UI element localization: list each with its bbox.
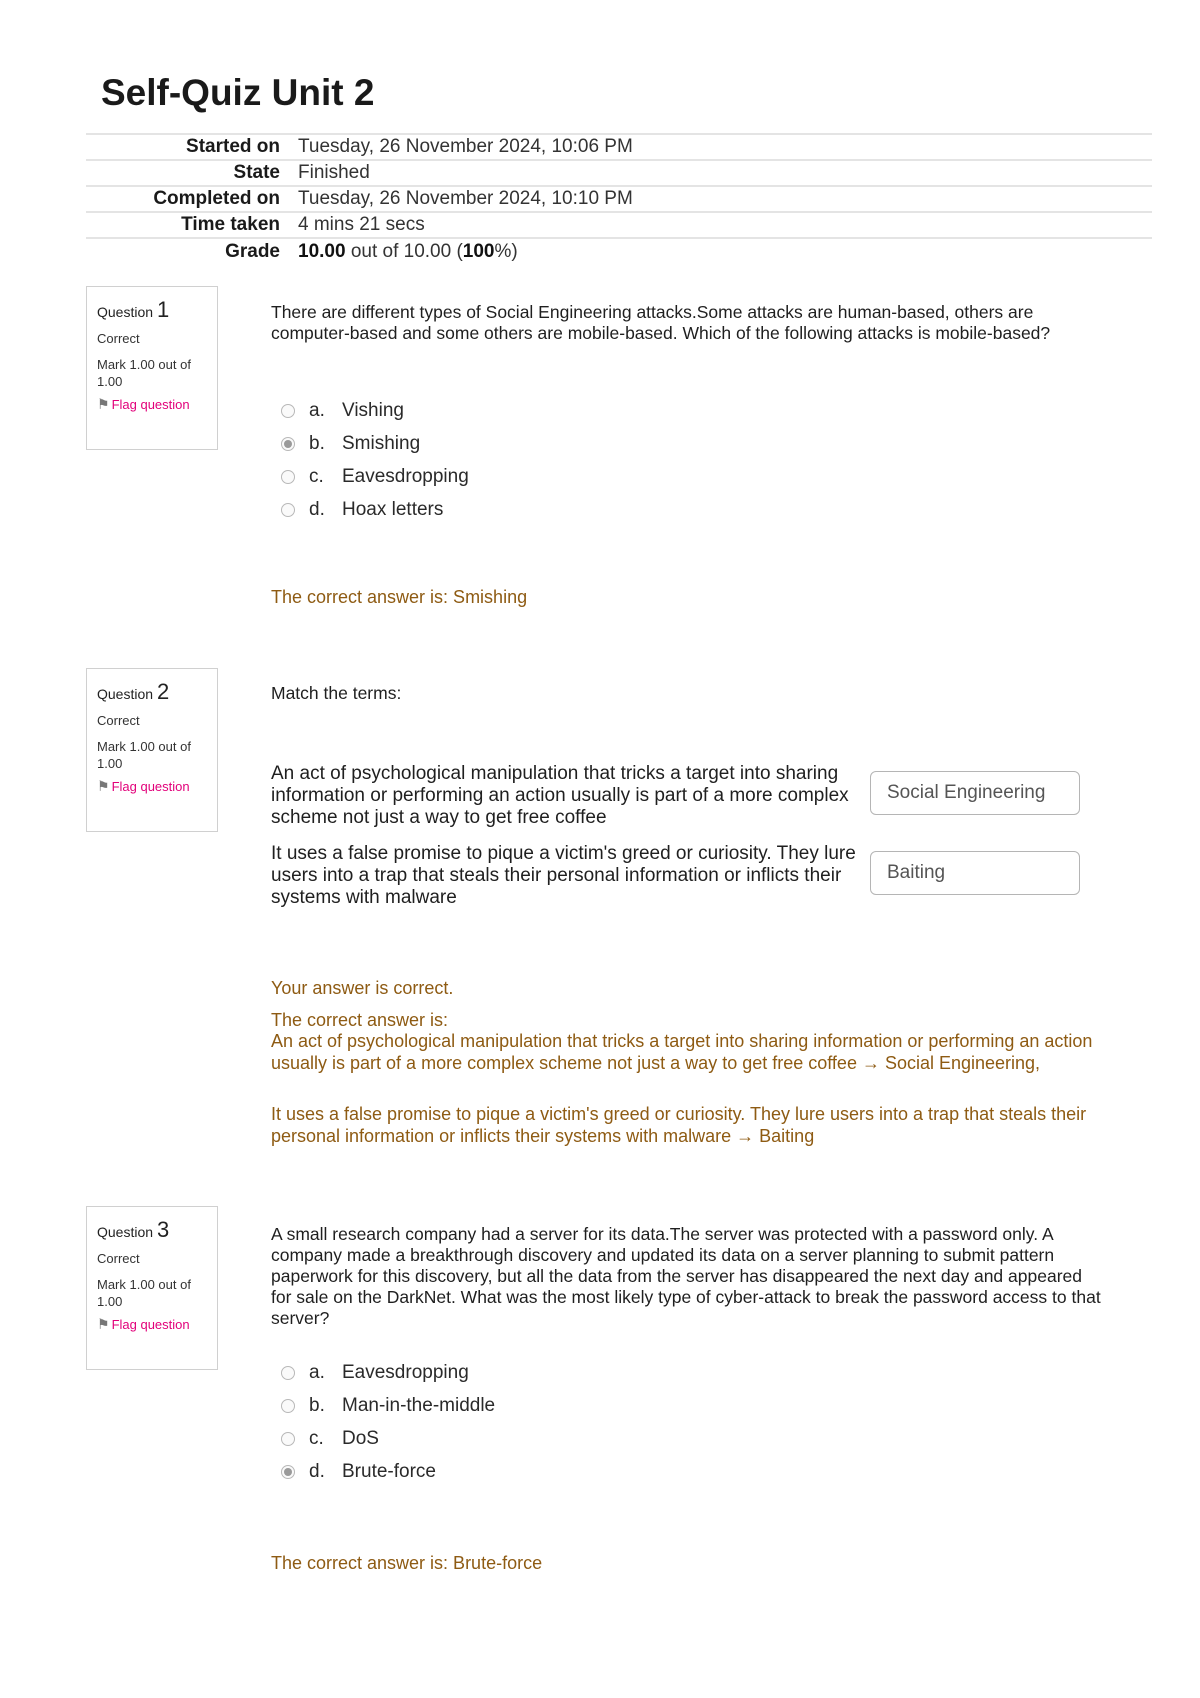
- question-number-value: 2: [156, 679, 170, 704]
- question-state: Correct: [97, 1251, 140, 1266]
- match-stem: It uses a false promise to pique a victim's greed or curiosity. They lure users into a trap that steals their personal information or inflicts their systems with malware: [271, 843, 856, 908]
- flag-icon: ⚑: [97, 396, 110, 412]
- answer-text: DoS: [342, 1427, 379, 1449]
- answer-list: [281, 394, 469, 526]
- answer-letter: a.: [309, 1361, 325, 1383]
- radio-button[interactable]: [281, 503, 295, 517]
- grade-suffix: %): [494, 240, 518, 262]
- question-number: [97, 679, 207, 705]
- answer-text: Vishing: [342, 399, 404, 421]
- correct-answer-intro: The correct answer is:: [271, 1010, 449, 1030]
- summary-row-time-taken: [86, 212, 1152, 238]
- answer-letter: a.: [309, 399, 325, 421]
- match-select[interactable]: Social Engineering: [870, 771, 1080, 815]
- question-mark: Mark 1.00 out of 1.00: [97, 1277, 191, 1309]
- answer-correct-feedback: Your answer is correct.: [271, 978, 454, 998]
- question-number: [97, 297, 207, 323]
- radio-button[interactable]: [281, 1399, 295, 1413]
- summary-label: State: [86, 160, 298, 186]
- summary-label: Time taken: [86, 212, 298, 238]
- question-state: Correct: [97, 331, 140, 346]
- radio-button-checked[interactable]: [281, 1465, 295, 1479]
- answer-text: Brute-force: [342, 1460, 436, 1482]
- question-text: A small research company had a server for its data.The server was protected with a password only. A company made a breakthrough discovery and updated its data on a server planning to submit pattern paperwork for this discovery, but all the data from the server has disappeared the next day and appeared for sale on the DarkNet. What was the most likely type of cyber-attack to break the password access to that server?: [271, 1224, 1101, 1328]
- answer-option[interactable]: [281, 427, 469, 460]
- answer-letter: b.: [309, 1394, 325, 1416]
- question-label: Question: [97, 304, 154, 320]
- answer-option[interactable]: [281, 1389, 495, 1422]
- grade-out-of: out of 10.00 (: [345, 240, 463, 262]
- question-info-box: [86, 1206, 218, 1370]
- match-stem: An act of psychological manipulation that tricks a target into sharing information or performing an action usually is part of a more complex scheme not just a way to get free coffee: [271, 763, 849, 828]
- flag-question-link[interactable]: [97, 778, 207, 795]
- correct-answer-feedback: The correct answer is: Smishing: [271, 587, 528, 607]
- question-number: [97, 1217, 207, 1243]
- answer-letter: d.: [309, 498, 325, 520]
- radio-button[interactable]: [281, 470, 295, 484]
- page-title: Self-Quiz Unit 2: [101, 72, 375, 113]
- grade-value: [298, 238, 1152, 264]
- summary-label: Started on: [86, 134, 298, 160]
- question-mark: Mark 1.00 out of 1.00: [97, 357, 191, 389]
- summary-row-started: [86, 134, 1152, 160]
- answer-text: Eavesdropping: [342, 1361, 469, 1383]
- answer-text: Man-in-the-middle: [342, 1394, 496, 1416]
- question-state: Correct: [97, 713, 140, 728]
- match-row: [271, 763, 1081, 833]
- flag-label: Flag question: [111, 397, 190, 412]
- match-select[interactable]: Baiting: [870, 851, 1080, 895]
- radio-button[interactable]: [281, 404, 295, 418]
- question-text: Match the terms:: [271, 683, 402, 703]
- answer-option[interactable]: [281, 1356, 495, 1389]
- question-info-box: [86, 668, 218, 832]
- summary-value: Tuesday, 26 November 2024, 10:10 PM: [298, 186, 1152, 212]
- correct-answer-item: An act of psychological manipulation that tricks a target into sharing information or performing an action usually is part of a more complex scheme not just a way to get free coffee → Social Engineering,: [271, 1031, 1093, 1073]
- answer-text: Hoax letters: [342, 498, 444, 520]
- correct-answer-feedback: The correct answer is: Brute-force: [271, 1553, 543, 1573]
- answer-letter: c.: [309, 1427, 324, 1449]
- answer-option[interactable]: [281, 460, 469, 493]
- answer-text: Eavesdropping: [342, 465, 469, 487]
- flag-question-link[interactable]: [97, 1316, 207, 1333]
- answer-letter: d.: [309, 1460, 325, 1482]
- answer-option[interactable]: [281, 1455, 495, 1488]
- correct-answer-item: It uses a false promise to pique a victim's greed or curiosity. They lure users into a trap that steals their personal information or inflicts their systems with malware → Baiting: [271, 1104, 1087, 1146]
- answer-text: Smishing: [342, 432, 421, 454]
- radio-button[interactable]: [281, 1432, 295, 1446]
- summary-label: Completed on: [86, 186, 298, 212]
- summary-row-grade: [86, 238, 1152, 264]
- question-text: There are different types of Social Engineering attacks.Some attacks are human-based, others are computer-based and some others are mobile-based. Which of the following attacks is mobile-based?: [271, 302, 1051, 343]
- question-label: Question: [97, 1224, 154, 1240]
- summary-value: Finished: [298, 160, 1152, 186]
- answer-option[interactable]: [281, 1422, 495, 1455]
- question-mark: Mark 1.00 out of 1.00: [97, 739, 191, 771]
- question-label: Question: [97, 686, 154, 702]
- answer-list: [281, 1356, 495, 1488]
- question-number-value: 1: [156, 297, 170, 322]
- summary-value: Tuesday, 26 November 2024, 10:06 PM: [298, 134, 1152, 160]
- summary-row-state: [86, 160, 1152, 186]
- question-info-box: [86, 286, 218, 450]
- flag-icon: ⚑: [97, 778, 110, 794]
- answer-option[interactable]: [281, 493, 469, 526]
- summary-row-completed: [86, 186, 1152, 212]
- match-row: [271, 843, 1081, 913]
- summary-label: Grade: [86, 238, 298, 264]
- answer-option[interactable]: [281, 394, 469, 427]
- attempt-summary-table: [86, 133, 1152, 264]
- radio-button-checked[interactable]: [281, 437, 295, 451]
- grade-percent: 100: [462, 240, 495, 262]
- flag-label: Flag question: [111, 1317, 190, 1332]
- radio-button[interactable]: [281, 1366, 295, 1380]
- flag-question-link[interactable]: [97, 396, 207, 413]
- flag-icon: ⚑: [97, 1316, 110, 1332]
- question-number-value: 3: [156, 1217, 170, 1242]
- summary-value: 4 mins 21 secs: [298, 212, 1152, 238]
- flag-label: Flag question: [111, 779, 190, 794]
- answer-letter: b.: [309, 432, 325, 454]
- grade-score: 10.00: [298, 240, 346, 262]
- answer-letter: c.: [309, 465, 324, 487]
